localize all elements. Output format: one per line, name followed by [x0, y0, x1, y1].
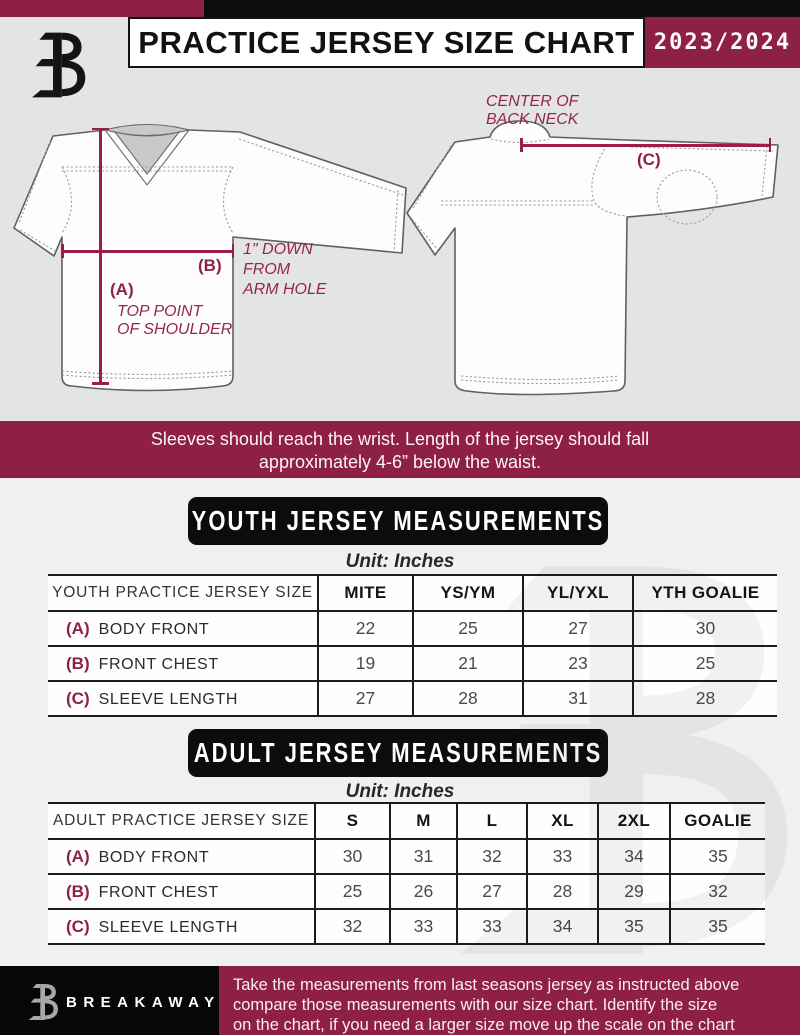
b-caption-line2: FROM	[243, 261, 291, 278]
adult-col-xl: XL	[527, 803, 598, 839]
size-value-cell: 25	[633, 646, 777, 681]
youth-col-mite: MITE	[318, 575, 413, 611]
youth-section-heading	[188, 497, 608, 545]
size-value-cell: 33	[390, 909, 457, 944]
adult-col-m: M	[390, 803, 457, 839]
measurement-line-b-left-cap	[61, 244, 64, 258]
adult-col-goalie: GOALIE	[670, 803, 765, 839]
adult-col-s: S	[315, 803, 390, 839]
row-label-cell	[48, 646, 318, 681]
neck-caption-line1: CENTER OF	[486, 93, 579, 110]
season-text: 2023/2024	[653, 30, 792, 55]
size-value-cell: 31	[390, 839, 457, 874]
instruction-banner	[0, 421, 800, 478]
size-value-cell: 21	[413, 646, 523, 681]
adult-unit-label: Unit: Inches	[345, 781, 455, 802]
size-value-cell: 30	[315, 839, 390, 874]
measurement-line-c-left-cap	[520, 138, 523, 152]
youth-heading-text: YOUTH JERSEY MEASUREMENTS	[191, 504, 605, 536]
measurement-line-b-right-cap	[232, 244, 235, 258]
table-row	[48, 646, 777, 681]
size-value-cell: 32	[457, 839, 527, 874]
row-label-cell	[48, 874, 315, 909]
label-b: (B)	[198, 256, 222, 275]
page-title: PRACTICE JERSEY SIZE CHART	[138, 24, 635, 60]
table-row	[48, 611, 777, 646]
title-box	[128, 17, 645, 68]
header-maroon-strip	[0, 0, 204, 17]
size-value-cell: 31	[523, 681, 633, 716]
row-label: SLEEVE LENGTH	[98, 918, 239, 936]
neck-caption-line2: BACK NECK	[486, 111, 579, 128]
header-black-strip	[204, 0, 800, 17]
size-value-cell: 34	[527, 909, 598, 944]
row-label: FRONT CHEST	[98, 655, 219, 673]
table-row	[48, 681, 777, 716]
table-row	[48, 874, 765, 909]
adult-size-label-cell: ADULT PRACTICE JERSEY SIZE	[48, 803, 315, 839]
size-value-cell: 34	[598, 839, 670, 874]
b-caption-line1: 1" DOWN	[243, 241, 313, 258]
size-value-cell: 28	[633, 681, 777, 716]
row-key: (A)	[66, 618, 90, 638]
jersey-back-illustration	[405, 85, 800, 400]
youth-header-row	[48, 575, 777, 611]
row-label-cell	[48, 611, 318, 646]
size-value-cell: 33	[527, 839, 598, 874]
row-key: (C)	[66, 688, 90, 708]
row-label-cell	[48, 909, 315, 944]
table-row	[48, 839, 765, 874]
row-key: (B)	[66, 653, 90, 673]
size-value-cell: 28	[527, 874, 598, 909]
size-value-cell: 33	[457, 909, 527, 944]
season-badge	[645, 17, 800, 68]
a-caption-line1: TOP POINT	[117, 303, 203, 320]
youth-size-label-cell: YOUTH PRACTICE JERSEY SIZE	[48, 575, 318, 611]
youth-col-goalie: YTH GOALIE	[633, 575, 777, 611]
size-value-cell: 28	[413, 681, 523, 716]
label-a: (A)	[110, 280, 134, 299]
footer-note-line2: compare those measurements with our size chart. Identify the size	[233, 996, 718, 1014]
table-row	[48, 909, 765, 944]
row-label: BODY FRONT	[98, 848, 210, 866]
label-c: (C)	[637, 150, 661, 169]
adult-section-heading	[188, 729, 608, 777]
size-value-cell: 27	[318, 681, 413, 716]
adult-header-row	[48, 803, 765, 839]
footer-note-line1: Take the measurements from last seasons jersey as instructed above	[233, 976, 740, 994]
size-value-cell: 27	[523, 611, 633, 646]
row-key: (C)	[66, 916, 90, 936]
size-value-cell: 26	[390, 874, 457, 909]
measurement-line-b	[62, 250, 233, 253]
adult-heading-text: ADULT JERSEY MEASUREMENTS	[193, 736, 603, 768]
size-value-cell: 25	[413, 611, 523, 646]
a-caption-line2: OF SHOULDER	[117, 321, 233, 338]
size-value-cell: 29	[598, 874, 670, 909]
size-value-cell: 25	[315, 874, 390, 909]
adult-size-table	[48, 802, 765, 945]
size-value-cell: 23	[523, 646, 633, 681]
measurement-line-a-top-cap	[92, 128, 109, 131]
row-key: (A)	[66, 846, 90, 866]
measurement-line-a	[99, 129, 102, 384]
footer-breakaway-logo-icon	[26, 982, 60, 1022]
row-label: FRONT CHEST	[98, 883, 219, 901]
b-caption-line3: ARM HOLE	[243, 281, 327, 298]
size-value-cell: 35	[598, 909, 670, 944]
row-label: BODY FRONT	[98, 620, 210, 638]
footer-note-line3: on the chart, if you need a larger size move up the scale on the chart	[233, 1016, 735, 1034]
size-value-cell: 32	[670, 874, 765, 909]
size-value-cell: 27	[457, 874, 527, 909]
size-value-cell: 30	[633, 611, 777, 646]
footer-brand: BREAKAWAY	[66, 994, 221, 1011]
adult-col-2xl: 2XL	[598, 803, 670, 839]
measurement-line-a-bottom-cap	[92, 382, 109, 385]
footer-note	[233, 975, 793, 1035]
banner-line2: approximately 4-6” below the waist.	[258, 452, 542, 472]
youth-col-ylyxl: YL/YXL	[523, 575, 633, 611]
size-value-cell: 19	[318, 646, 413, 681]
measurement-line-c	[521, 144, 770, 147]
size-value-cell: 35	[670, 839, 765, 874]
size-value-cell: 35	[670, 909, 765, 944]
row-label-cell	[48, 839, 315, 874]
row-key: (B)	[66, 881, 90, 901]
banner-line1: Sleeves should reach the wrist. Length of the jersey should fall	[150, 429, 650, 449]
row-label-cell	[48, 681, 318, 716]
size-value-cell: 32	[315, 909, 390, 944]
row-label: SLEEVE LENGTH	[98, 690, 239, 708]
breakaway-logo-icon	[27, 29, 89, 101]
adult-col-l: L	[457, 803, 527, 839]
measurement-line-c-right-cap	[769, 138, 772, 152]
youth-unit-label: Unit: Inches	[345, 551, 455, 572]
youth-col-ysym: YS/YM	[413, 575, 523, 611]
youth-size-table	[48, 574, 777, 717]
size-value-cell: 22	[318, 611, 413, 646]
